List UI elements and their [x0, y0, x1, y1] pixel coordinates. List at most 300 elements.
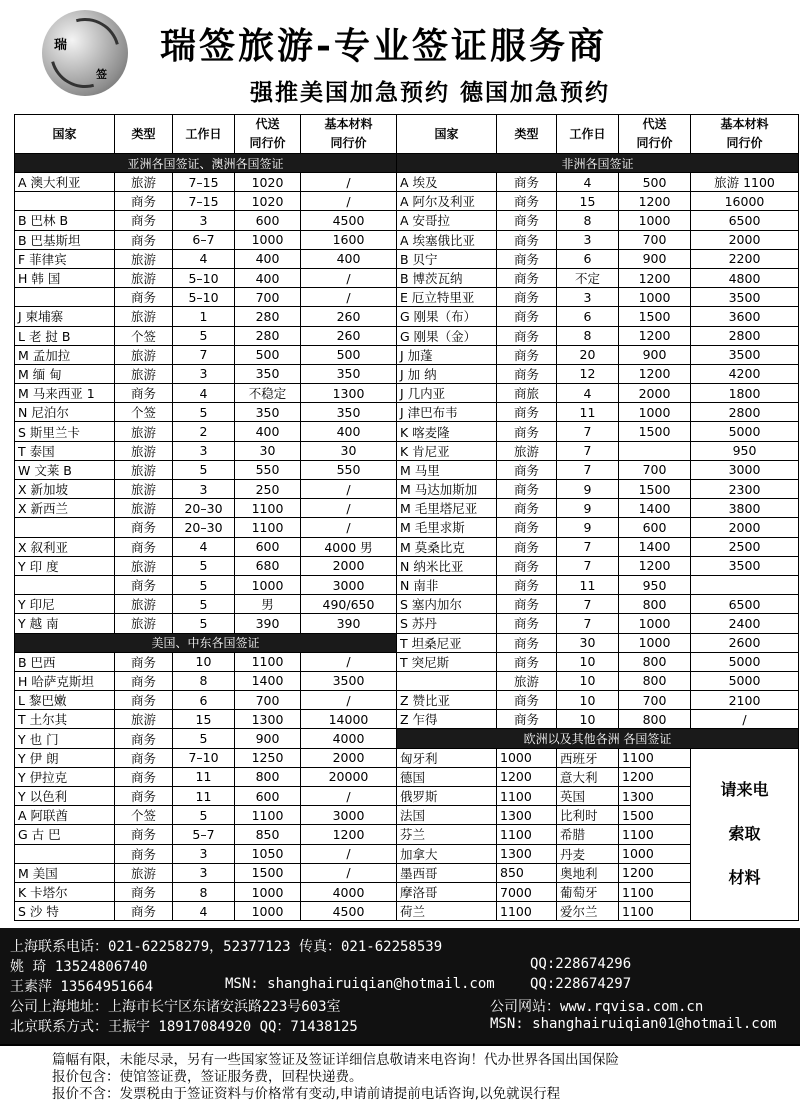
country-name: S 苏丹	[397, 614, 497, 633]
table-cell: 3	[173, 844, 235, 863]
table-cell: 260	[301, 326, 397, 345]
table-cell: 旅游	[115, 863, 173, 882]
table-cell: 5	[173, 614, 235, 633]
table-cell: 商务	[497, 288, 557, 307]
header-text: 代送	[642, 117, 667, 131]
col-header-days: 工作日	[557, 115, 619, 154]
table-cell: 20	[557, 345, 619, 364]
table-cell: 旅游	[497, 671, 557, 690]
table-cell: 1100	[497, 825, 557, 844]
table-cell: 700	[619, 230, 691, 249]
table-cell: 旅游	[497, 441, 557, 460]
table-cell: 2200	[691, 249, 799, 268]
country-name: Y 也 门	[15, 729, 115, 748]
table-cell: 商务	[497, 326, 557, 345]
table-row	[15, 614, 799, 633]
table-cell: 7	[557, 441, 619, 460]
table-cell: 3800	[691, 499, 799, 518]
section-africa: 非洲各国签证	[397, 154, 799, 173]
table-cell: 商务	[497, 652, 557, 671]
table-cell: 4800	[691, 268, 799, 287]
table-cell: 商务	[497, 230, 557, 249]
table-cell: 400	[301, 249, 397, 268]
table-cell: 7	[557, 614, 619, 633]
table-cell: 商务	[497, 460, 557, 479]
table-cell: 800	[619, 595, 691, 614]
header-text: 同行价	[726, 136, 763, 150]
table-cell: 5–7	[173, 825, 235, 844]
table-cell: 旅游	[115, 422, 173, 441]
table-cell: 7–15	[173, 192, 235, 211]
table-cell: 1600	[301, 230, 397, 249]
table-cell: /	[301, 691, 397, 710]
table-cell: 4	[557, 173, 619, 192]
table-cell: 550	[235, 460, 301, 479]
note-excluded: 报价不含：发票税由于签证资料与价格常有变动,申请前请提前电话咨询,以免就误行程	[52, 1086, 561, 1102]
country-name: 丹麦	[557, 844, 619, 863]
country-name: 比利时	[557, 806, 619, 825]
beijing-contact: 北京联系方式：王振宇 18917084920 QQ：71438125	[10, 1019, 358, 1035]
table-cell: 商务	[115, 748, 173, 767]
table-cell: 1300	[619, 787, 691, 806]
table-cell: /	[301, 787, 397, 806]
country-name: T 坦桑尼亚	[397, 633, 497, 652]
table-cell: 旅游	[115, 173, 173, 192]
table-cell: 旅游	[115, 307, 173, 326]
table-cell: 1200	[619, 863, 691, 882]
table-cell: 14000	[301, 710, 397, 729]
table-cell: 850	[235, 825, 301, 844]
country-name: M 毛里求斯	[397, 518, 497, 537]
section-us-mideast: 美国、中东各国签证	[15, 633, 397, 652]
table-cell: 商务	[497, 480, 557, 499]
table-cell: 2100	[691, 691, 799, 710]
col-header-country: 国家	[15, 115, 115, 154]
country-name: X 新加坡	[15, 480, 115, 499]
country-name: 摩洛哥	[397, 882, 497, 901]
table-cell: 4	[173, 537, 235, 556]
table-cell: 30	[235, 441, 301, 460]
table-cell: 1100	[235, 806, 301, 825]
table-cell: 1020	[235, 173, 301, 192]
table-cell: 旅游	[115, 249, 173, 268]
table-cell: 1000	[619, 211, 691, 230]
table-cell: 1000	[235, 230, 301, 249]
header-text: 同行价	[249, 136, 286, 150]
table-cell: 3600	[691, 307, 799, 326]
table-cell: 400	[235, 422, 301, 441]
table-row	[15, 844, 799, 863]
country-name: 法国	[397, 806, 497, 825]
table-row	[15, 403, 799, 422]
table-cell: 3000	[301, 806, 397, 825]
table-row	[15, 518, 799, 537]
country-name: Z 赞比亚	[397, 691, 497, 710]
table-row	[15, 173, 799, 192]
table-cell: 6	[557, 249, 619, 268]
table-cell: 1800	[691, 384, 799, 403]
table-cell: 商务	[497, 537, 557, 556]
table-cell: 2400	[691, 614, 799, 633]
table-cell: 5000	[691, 652, 799, 671]
table-cell: 旅游	[115, 499, 173, 518]
table-cell: 商务	[497, 211, 557, 230]
country-name: X 新西兰	[15, 499, 115, 518]
table-cell: 350	[235, 403, 301, 422]
table-row	[15, 633, 799, 652]
table-cell: 3000	[691, 460, 799, 479]
table-cell: 700	[619, 691, 691, 710]
table-cell: 1500	[235, 863, 301, 882]
table-cell: 1100	[235, 518, 301, 537]
country-name: G 刚果（布）	[397, 307, 497, 326]
table-row	[15, 671, 799, 690]
section-europe: 欧洲以及其他各洲 各国签证	[397, 729, 799, 748]
shanghai-address: 公司上海地址：上海市长宁区东诸安浜路223号603室	[10, 999, 341, 1015]
table-cell: 1400	[619, 537, 691, 556]
col-header-days: 工作日	[173, 115, 235, 154]
table-row	[15, 787, 799, 806]
table-cell: 2000	[691, 518, 799, 537]
table-cell: 商务	[115, 691, 173, 710]
table-cell: /	[301, 480, 397, 499]
table-cell: 1100	[497, 787, 557, 806]
table-cell: /	[301, 652, 397, 671]
table-cell: /	[691, 710, 799, 729]
table-cell: 1300	[497, 806, 557, 825]
table-row	[15, 729, 799, 748]
table-cell: 600	[619, 518, 691, 537]
table-cell: 商务	[497, 192, 557, 211]
col-header-type: 类型	[115, 115, 173, 154]
table-row	[15, 806, 799, 825]
table-row	[15, 595, 799, 614]
country-name: M 美国	[15, 863, 115, 882]
table-row	[15, 326, 799, 345]
table-row	[15, 480, 799, 499]
table-cell: 3500	[301, 671, 397, 690]
table-cell: 商务	[115, 192, 173, 211]
country-name: J 津巴布韦	[397, 403, 497, 422]
table-cell: 11	[557, 575, 619, 594]
country-name: A 阿尔及利亚	[397, 192, 497, 211]
table-cell: 15	[557, 192, 619, 211]
country-name	[15, 575, 115, 594]
table-cell: 商务	[115, 518, 173, 537]
table-cell: /	[301, 499, 397, 518]
table-cell: 1300	[235, 710, 301, 729]
table-cell: 旅游	[115, 614, 173, 633]
table-cell: 7–10	[173, 748, 235, 767]
country-name: M 毛里塔尼亚	[397, 499, 497, 518]
country-name: J 加蓬	[397, 345, 497, 364]
table-cell: 1250	[235, 748, 301, 767]
table-row	[15, 441, 799, 460]
country-name: A 埃塞俄比亚	[397, 230, 497, 249]
table-cell: 390	[235, 614, 301, 633]
country-name: 墨西哥	[397, 863, 497, 882]
table-cell: 6500	[691, 211, 799, 230]
table-cell: 1300	[497, 844, 557, 863]
logo-char-2: 签	[96, 68, 107, 81]
table-cell: 1200	[619, 364, 691, 383]
table-cell: 商务	[115, 537, 173, 556]
table-cell: 1500	[619, 422, 691, 441]
table-cell: 10	[557, 671, 619, 690]
table-cell: 1050	[235, 844, 301, 863]
table-cell: 10	[173, 652, 235, 671]
table-cell: 商务	[497, 575, 557, 594]
table-cell: 商务	[115, 787, 173, 806]
table-cell: 3	[557, 230, 619, 249]
country-name: 希腊	[557, 825, 619, 844]
table-cell: 5000	[691, 671, 799, 690]
table-cell: /	[301, 844, 397, 863]
beijing-msn: MSN: shanghairuiqian01@hotmail.com	[490, 1016, 777, 1032]
table-cell: 500	[235, 345, 301, 364]
table-cell: 1000	[619, 288, 691, 307]
table-cell: 800	[619, 652, 691, 671]
table-cell: 6–7	[173, 230, 235, 249]
table-cell: 2800	[691, 326, 799, 345]
table-cell: 2500	[691, 537, 799, 556]
country-name: K 卡塔尔	[15, 882, 115, 901]
table-cell: 商务	[497, 345, 557, 364]
table-cell: 旅游	[115, 268, 173, 287]
table-cell: 男	[235, 595, 301, 614]
table-cell: 8	[173, 671, 235, 690]
table-cell: 商务	[497, 518, 557, 537]
table-cell: 商务	[497, 633, 557, 652]
table-cell: 1000	[619, 633, 691, 652]
table-row	[15, 863, 799, 882]
country-name: Y 印尼	[15, 595, 115, 614]
contact-note	[691, 748, 799, 921]
table-cell: 旅游	[115, 595, 173, 614]
table-cell: 商旅	[497, 384, 557, 403]
table-cell: 680	[235, 556, 301, 575]
table-cell: 旅游	[115, 480, 173, 499]
col-header-price	[235, 115, 301, 154]
table-cell: 550	[301, 460, 397, 479]
table-cell: 2000	[691, 230, 799, 249]
country-name: M 马来西亚 1	[15, 384, 115, 403]
col-header-material	[301, 115, 397, 154]
qq-yao: QQ:228674296	[530, 956, 632, 972]
table-cell: 1500	[619, 480, 691, 499]
table-cell: 4500	[301, 211, 397, 230]
table-cell: 30	[301, 441, 397, 460]
table-cell: 2000	[619, 384, 691, 403]
table-cell: 850	[497, 863, 557, 882]
table-cell: 1500	[619, 806, 691, 825]
table-cell: 900	[619, 249, 691, 268]
table-cell: 1000	[497, 748, 557, 767]
table-cell: 商务	[115, 575, 173, 594]
section-row	[15, 154, 799, 173]
table-row	[15, 288, 799, 307]
table-cell: 4	[557, 384, 619, 403]
visa-price-table	[14, 114, 799, 921]
table-cell: 490/650	[301, 595, 397, 614]
country-name: 芬兰	[397, 825, 497, 844]
table-cell: 5	[173, 595, 235, 614]
country-name	[15, 518, 115, 537]
table-cell: 3500	[691, 556, 799, 575]
table-cell: 商务	[115, 384, 173, 403]
table-cell: 5000	[691, 422, 799, 441]
table-cell: 商务	[115, 902, 173, 921]
note-line: 索取	[728, 824, 761, 844]
table-cell: 1200	[619, 767, 691, 786]
country-name: B 巴林 B	[15, 211, 115, 230]
table-cell: 1100	[235, 652, 301, 671]
section-asia: 亚洲各国签证、澳洲各国签证	[15, 154, 397, 173]
table-row	[15, 825, 799, 844]
table-cell: /	[301, 192, 397, 211]
table-cell: 1000	[619, 614, 691, 633]
table-cell: 1000	[235, 882, 301, 901]
table-cell: 3500	[691, 345, 799, 364]
shanghai-phone: 上海联系电话：021-62258279，52377123 传真：021-62258539	[10, 939, 443, 955]
table-cell: 700	[235, 288, 301, 307]
table-row	[15, 268, 799, 287]
header-text: 同行价	[330, 136, 367, 150]
table-cell: 商务	[497, 173, 557, 192]
col-header-material	[691, 115, 799, 154]
table-cell: 个签	[115, 326, 173, 345]
table-cell: 5	[173, 460, 235, 479]
table-cell: 商务	[115, 230, 173, 249]
table-cell: 4	[173, 902, 235, 921]
table-row	[15, 211, 799, 230]
country-name: W 文莱 B	[15, 460, 115, 479]
country-name: A 安哥拉	[397, 211, 497, 230]
table-cell: 旅游 1100	[691, 173, 799, 192]
table-row	[15, 710, 799, 729]
table-cell: 旅游	[115, 364, 173, 383]
table-cell: 12	[557, 364, 619, 383]
table-cell: 1200	[301, 825, 397, 844]
header-text: 基本材料	[324, 117, 373, 131]
qq-wang: QQ:228674297	[530, 976, 632, 992]
company-website: 公司网站：www.rqvisa.com.cn	[490, 999, 704, 1015]
country-name: N 南非	[397, 575, 497, 594]
table-cell: 1100	[235, 499, 301, 518]
table-row	[15, 652, 799, 671]
table-row	[15, 556, 799, 575]
header-text: 基本材料	[720, 117, 769, 131]
table-cell: 950	[619, 575, 691, 594]
country-name: S 斯里兰卡	[15, 422, 115, 441]
table-row	[15, 691, 799, 710]
table-cell: 商务	[497, 710, 557, 729]
table-cell: /	[301, 288, 397, 307]
table-cell	[691, 575, 799, 594]
table-cell: 1400	[619, 499, 691, 518]
table-cell: 1300	[301, 384, 397, 403]
table-cell: 1020	[235, 192, 301, 211]
country-name: Y 以色利	[15, 787, 115, 806]
table-cell	[619, 441, 691, 460]
table-cell: 600	[235, 537, 301, 556]
country-name: 匈牙利	[397, 748, 497, 767]
table-cell: 3	[173, 364, 235, 383]
table-cell: 商务	[497, 691, 557, 710]
contact-yao: 姚 琦 13524806740	[10, 959, 148, 975]
table-row	[15, 307, 799, 326]
header-text: 同行价	[636, 136, 673, 150]
table-cell: 个签	[115, 806, 173, 825]
table-cell: 5	[173, 326, 235, 345]
table-cell: 1100	[619, 825, 691, 844]
table-cell: 15	[173, 710, 235, 729]
country-name: M 马达加斯加	[397, 480, 497, 499]
table-cell: 商务	[497, 249, 557, 268]
country-name: T 土尔其	[15, 710, 115, 729]
table-row	[15, 499, 799, 518]
table-cell: 2800	[691, 403, 799, 422]
table-cell: 5	[173, 403, 235, 422]
table-cell: 2300	[691, 480, 799, 499]
table-cell: 6	[173, 691, 235, 710]
country-name: T 泰国	[15, 441, 115, 460]
table-cell: 8	[557, 326, 619, 345]
country-name: A 阿联酋	[15, 806, 115, 825]
table-cell: 5	[173, 729, 235, 748]
table-cell: 商务	[115, 844, 173, 863]
table-row	[15, 767, 799, 786]
msn-wang: MSN: shanghairuiqian@hotmail.com	[225, 976, 495, 992]
table-cell: 商务	[115, 767, 173, 786]
country-name	[15, 288, 115, 307]
table-cell: 7	[173, 345, 235, 364]
table-cell: 1500	[619, 307, 691, 326]
contact-wang: 王素萍 13564951664	[10, 979, 154, 995]
table-cell: 7000	[497, 882, 557, 901]
country-name: 俄罗斯	[397, 787, 497, 806]
table-cell: 800	[619, 710, 691, 729]
table-cell: 280	[235, 307, 301, 326]
table-row	[15, 249, 799, 268]
table-cell: 400	[235, 268, 301, 287]
country-name: M 莫桑比克	[397, 537, 497, 556]
table-cell: 商务	[115, 671, 173, 690]
country-name: 西班牙	[557, 748, 619, 767]
header	[0, 0, 800, 112]
table-cell: 5	[173, 556, 235, 575]
table-cell: 250	[235, 480, 301, 499]
table-cell: 20000	[301, 767, 397, 786]
table-cell: 7	[557, 595, 619, 614]
table-row	[15, 902, 799, 921]
country-name: J 柬埔寨	[15, 307, 115, 326]
table-cell: 3	[173, 441, 235, 460]
table-cell: 6	[557, 307, 619, 326]
col-header-type: 类型	[497, 115, 557, 154]
table-cell: 8	[557, 211, 619, 230]
note-limited: 篇幅有限，未能尽录，另有一些国家签证及签证详细信息敬请来电咨询！代办世界各国出国保险	[52, 1052, 619, 1068]
table-cell: 260	[301, 307, 397, 326]
table-row	[15, 422, 799, 441]
country-name: T 突尼斯	[397, 652, 497, 671]
table-cell: 4000	[301, 882, 397, 901]
table-cell: 商务	[497, 364, 557, 383]
table-cell: 1	[173, 307, 235, 326]
country-name: A 澳大利亚	[15, 173, 115, 192]
table-cell: 5	[173, 575, 235, 594]
table-cell: /	[301, 518, 397, 537]
